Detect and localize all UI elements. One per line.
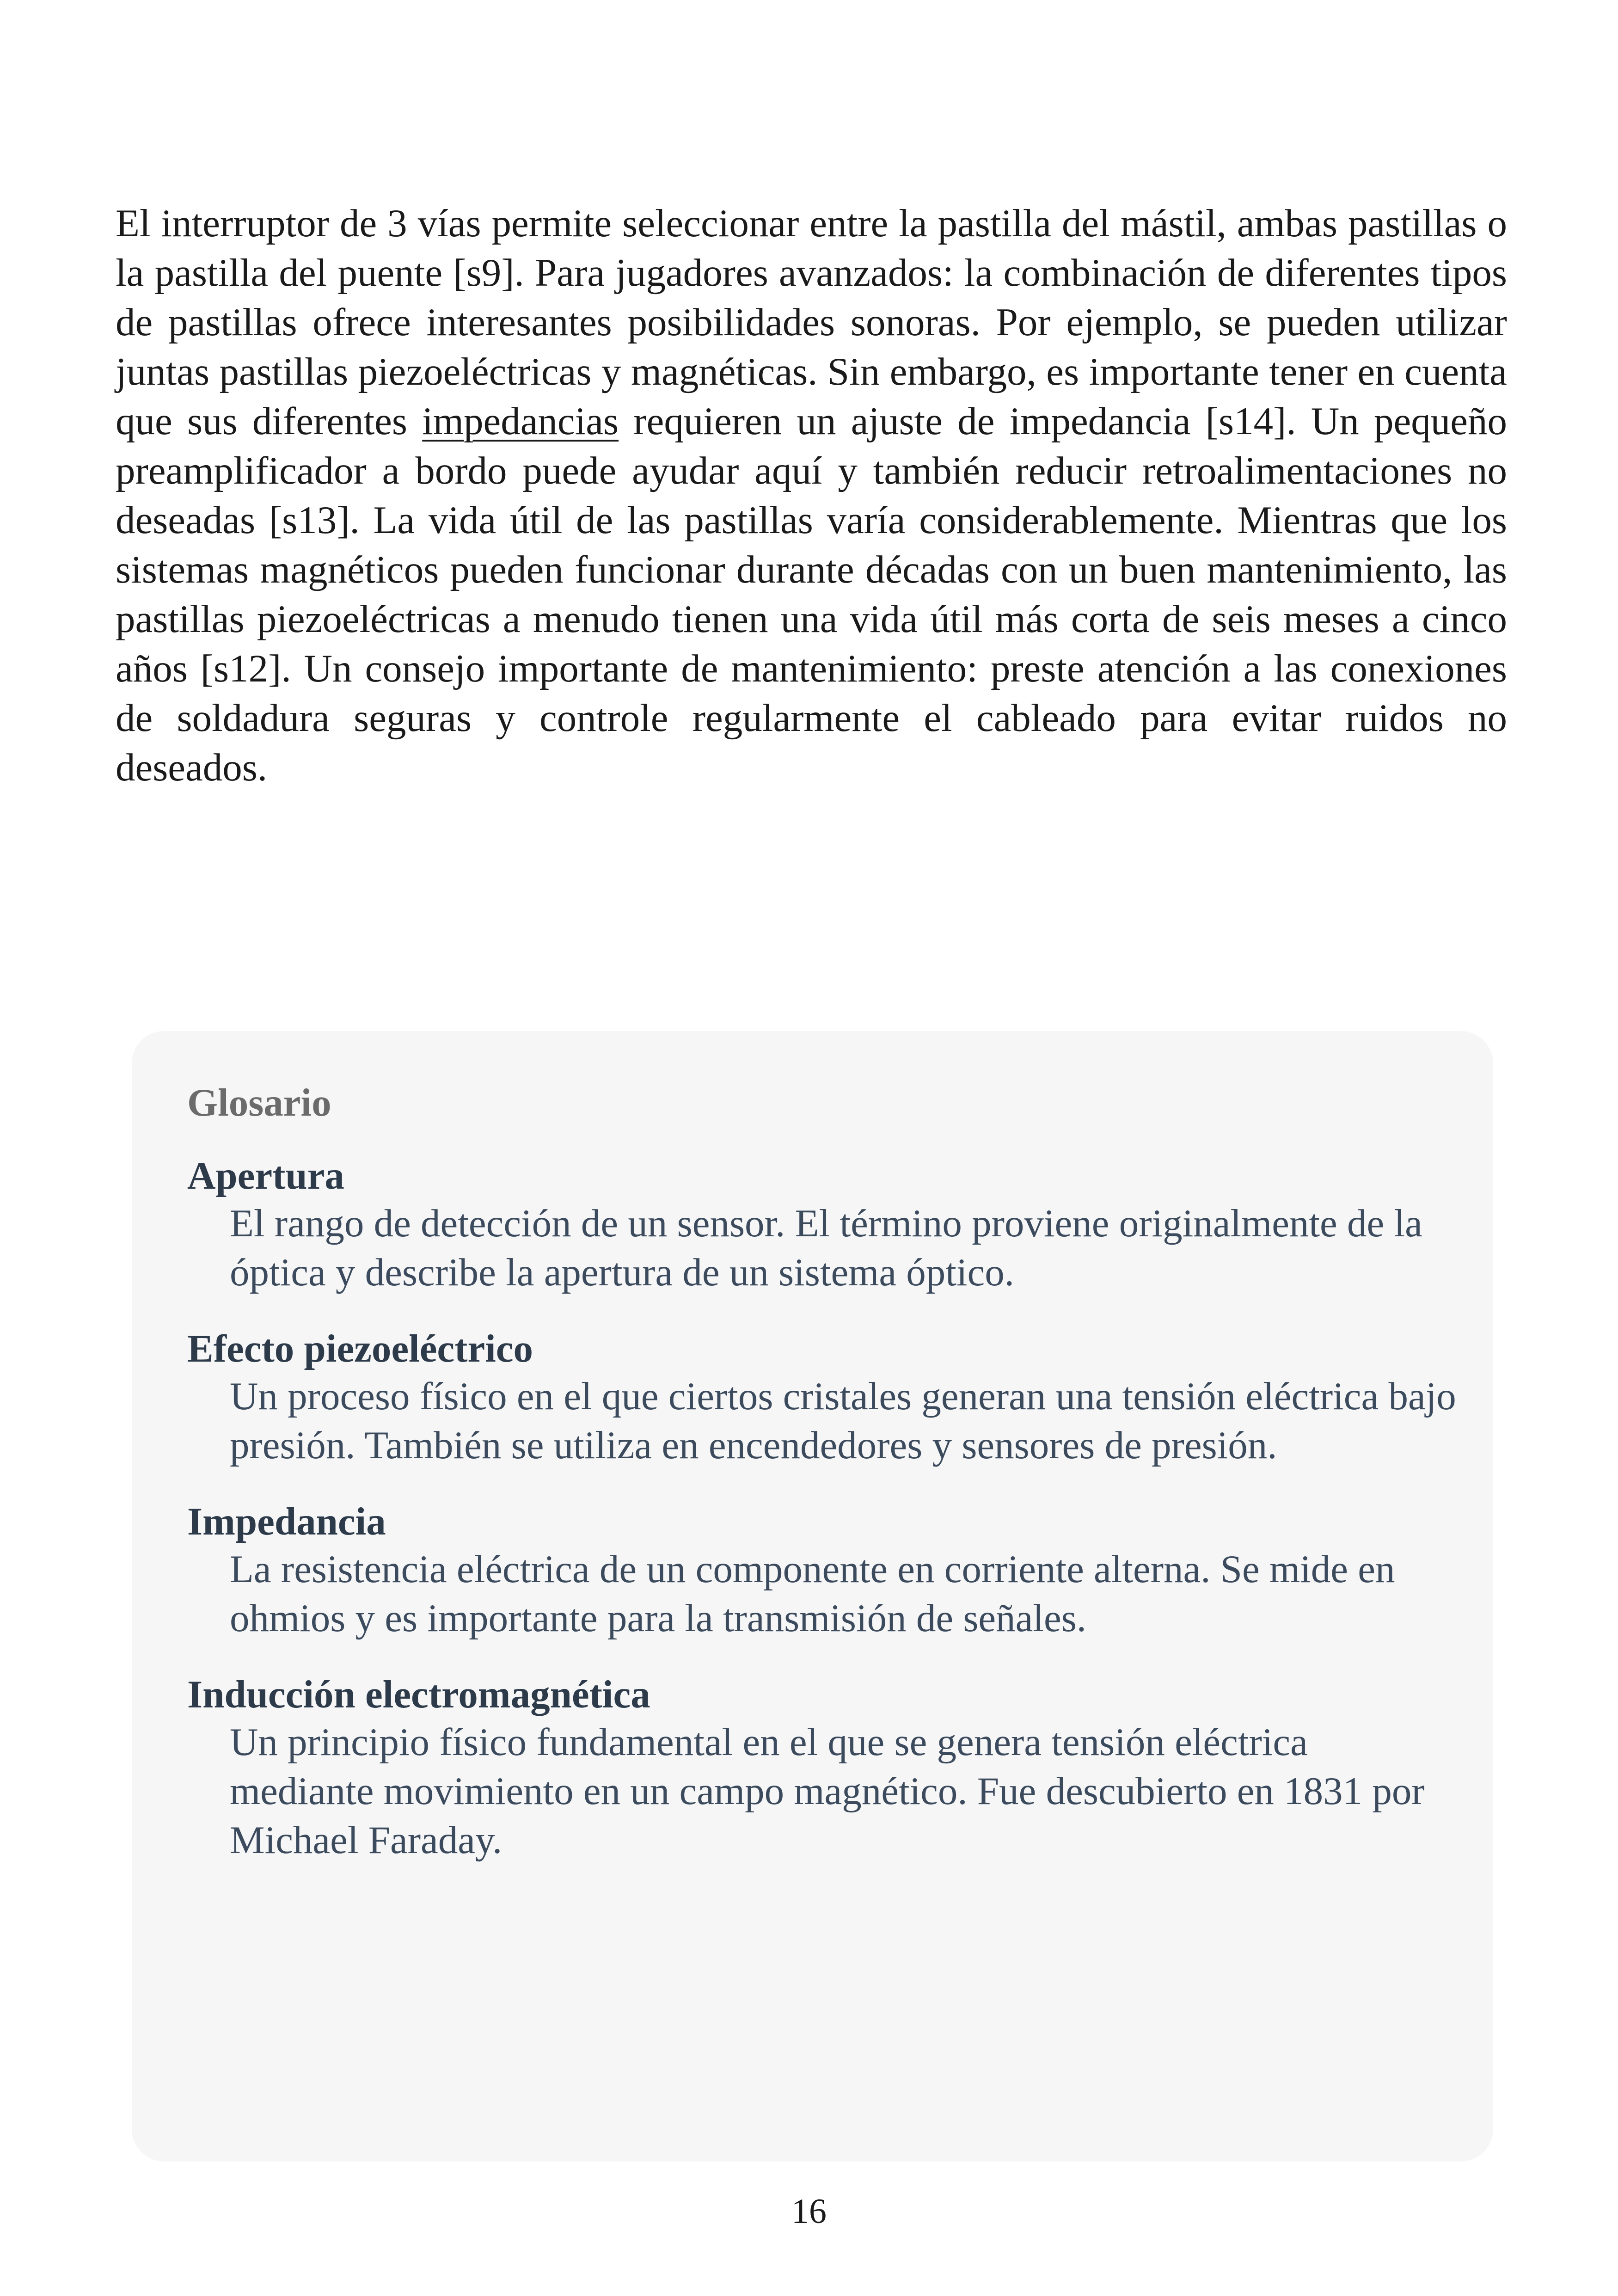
glossary-box	[132, 1031, 1493, 2161]
glossary-definition: Un proceso físico en el que ciertos cristales generan una tensión eléctrica bajo presión. También se utiliza en encendedores y sensores de presión.	[230, 1375, 1456, 1467]
glossary-term: Impedancia	[187, 1500, 386, 1543]
body-paragraph	[116, 199, 1507, 792]
glossary-entry-induccion-electromagnetica	[187, 1671, 1438, 1865]
glossary-term: Inducción electromagnética	[187, 1673, 650, 1716]
body-text-part2: requieren un ajuste de impedancia [s14]. Un pequeño preamplificador a bordo puede ayudar aquí y también reducir retroalimentaciones no deseadas [s13]. La vida útil de las pastillas varía considerablemente. Mientras que los sistemas magnéticos pueden funcionar durante décadas con un buen mantenimiento, las pastillas piezoeléctricas a menudo tienen una vida útil más corta de seis meses a cinco años [s12]. Un consejo importante de mantenimiento: preste atención a las conexiones de soldadura seguras y controle regularmente el cableado para evitar ruidos no deseados.	[116, 399, 1507, 789]
page-number: 16	[791, 2192, 827, 2231]
glossary-definition: Un principio físico fundamental en el que se genera tensión eléctrica mediante movimiento en un campo magnético. Fue descubierto en 1831 por Michael Faraday.	[230, 1720, 1425, 1862]
glossary-definition: El rango de detección de un sensor. El término proviene originalmente de la óptica y describe la apertura de un sistema óptico.	[230, 1202, 1422, 1294]
impedancias-link[interactable]: impedancias	[422, 399, 619, 443]
body-text-part1: El interruptor de 3 vías permite seleccionar entre la pastilla del mástil, ambas pastillas o la pastilla del puente [s9]. Para jugadores avanzados: la combinación de diferentes tipos de pastillas ofrece interesantes posibilidades sonoras. Por ejemplo, se pueden utilizar juntas pastillas piezoeléctricas y magnéticas. Sin embargo, es importante tener en cuenta que sus diferentes	[116, 202, 1507, 443]
glossary-definition: La resistencia eléctrica de un componente en corriente alterna. Se mide en ohmios y es importante para la transmisión de señales.	[230, 1547, 1395, 1640]
glossary-term: Apertura	[187, 1154, 344, 1197]
glossary-title: Glosario	[187, 1081, 331, 1124]
glossary-entry-apertura	[187, 1153, 1438, 1297]
glossary-term: Efecto piezoeléctrico	[187, 1327, 533, 1370]
glossary-entry-impedancia	[187, 1498, 1438, 1643]
glossary-entry-efecto-piezoelectrico	[187, 1326, 1456, 1470]
